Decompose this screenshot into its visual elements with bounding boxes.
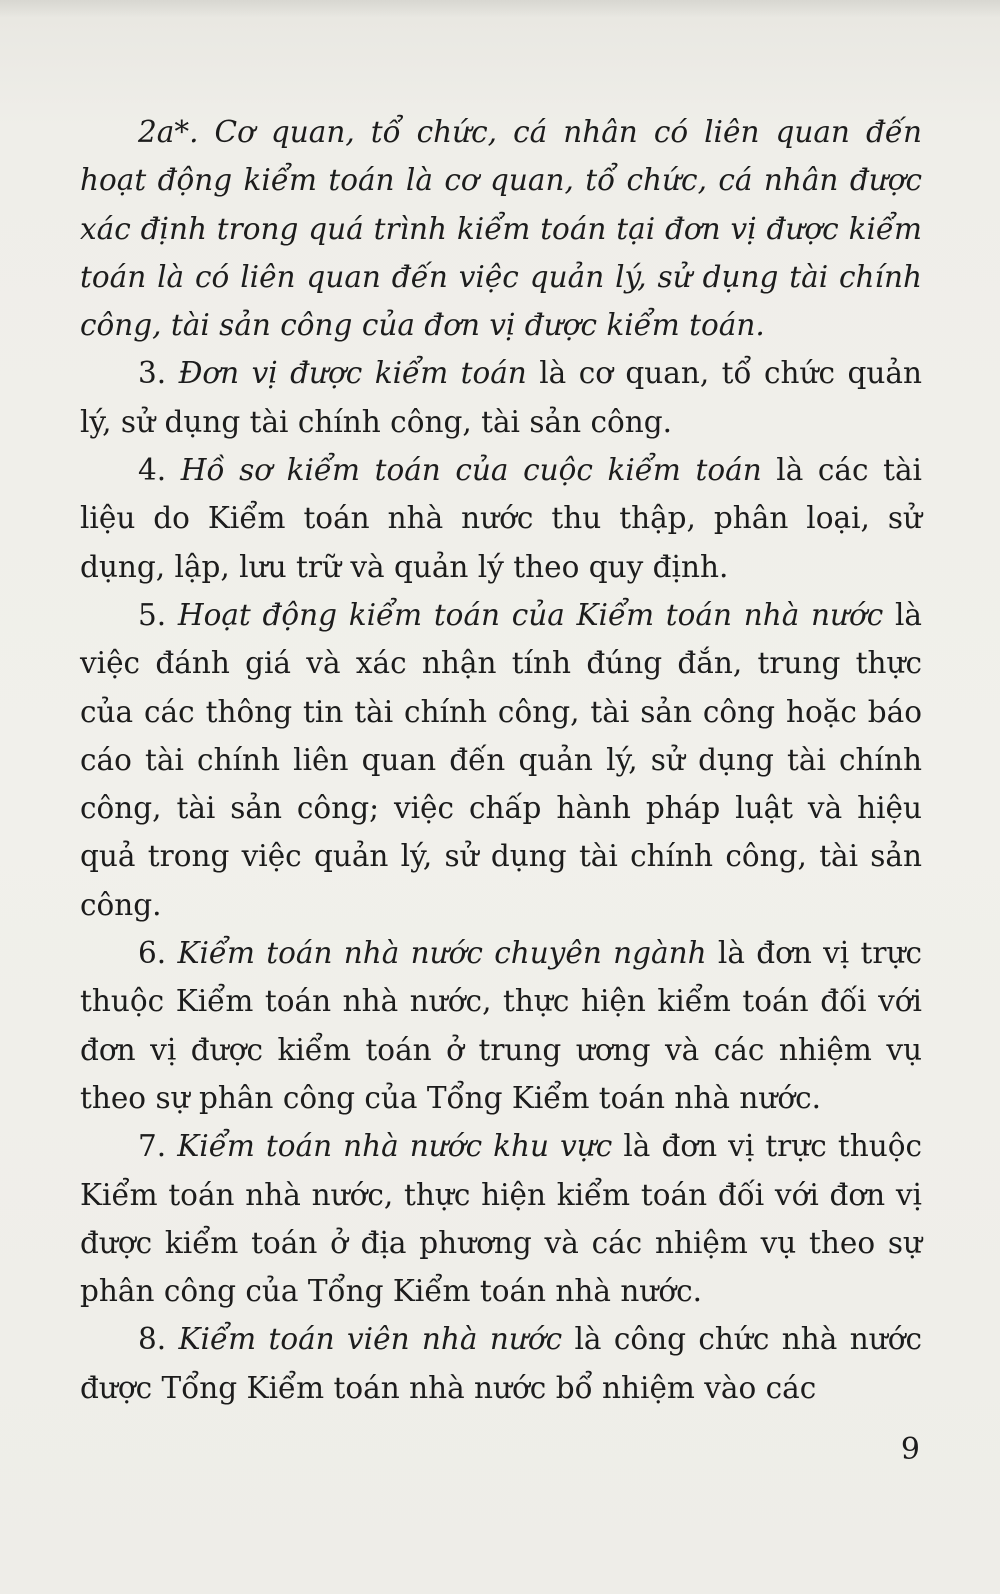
item-number: 8. — [138, 1322, 167, 1357]
item-number: 4. — [138, 453, 167, 488]
paragraph-7 — [80, 1122, 922, 1315]
paragraph-6 — [80, 929, 922, 1122]
definition-text: là các tài liệu do Kiểm toán nhà nước thu thập, phân loại, sử dụng, lập, lưu trữ và quản lý theo quy định. — [80, 453, 922, 584]
item-number: 3. — [138, 356, 167, 391]
paragraph-2a: 2a*. Cơ quan, tổ chức, cá nhân có liên quan đến hoạt động kiểm toán là cơ quan, tổ chức, cá nhân được xác định trong quá trình kiểm toán tại đơn vị được kiểm toán là có liên quan đến việc quản lý, sử dụng tài chính công, tài sản công của đơn vị được kiểm toán. — [80, 115, 922, 343]
defined-term: Kiểm toán nhà nước khu vực — [177, 1129, 613, 1164]
page-number: 9 — [900, 1432, 920, 1467]
body-text — [80, 108, 922, 1412]
defined-term: Kiểm toán viên nhà nước — [178, 1322, 563, 1357]
definition-text: là đơn vị trực thuộc Kiểm toán nhà nước, thực hiện kiểm toán đối với đơn vị được kiểm toán ở trung ương và các nhiệm vụ theo sự phân công của Tổng Kiểm toán nhà nước. — [80, 936, 922, 1115]
definition-text: là cơ quan, tổ chức quản lý, sử dụng tài chính công, tài sản công. — [80, 356, 922, 439]
paragraph-5 — [80, 591, 922, 929]
definition-text: là việc đánh giá và xác nhận tính đúng đắn, trung thực của các thông tin tài chính công, tài sản công hoặc báo cáo tài chính liên quan đến quản lý, sử dụng tài chính công, tài sản công; việc chấp hành pháp luật và hiệu quả trong việc quản lý, sử dụng tài chính công, tài sản công. — [80, 597, 922, 922]
definition-text: là công chức nhà nước được Tổng Kiểm toán nhà nước bổ nhiệm vào các — [80, 1322, 922, 1405]
paragraph-3 — [80, 349, 922, 446]
page-top-shadow — [0, 0, 1000, 18]
paragraph-4 — [80, 446, 922, 591]
paragraph-8 — [80, 1315, 922, 1412]
defined-term: Hoạt động kiểm toán của Kiểm toán nhà nước — [177, 597, 884, 632]
defined-term: Đơn vị được kiểm toán — [178, 356, 527, 391]
item-number: 7. — [138, 1129, 167, 1164]
item-number: 5. — [138, 597, 167, 632]
item-number: 6. — [138, 936, 167, 971]
definition-text: là đơn vị trực thuộc Kiểm toán nhà nước, thực hiện kiểm toán đối với đơn vị được kiểm toán ở địa phương và các nhiệm vụ theo sự phân công của Tổng Kiểm toán nhà nước. — [80, 1129, 922, 1309]
defined-term: Kiểm toán nhà nước chuyên ngành — [177, 936, 707, 971]
defined-term: Hồ sơ kiểm toán của cuộc kiểm toán — [180, 453, 762, 488]
